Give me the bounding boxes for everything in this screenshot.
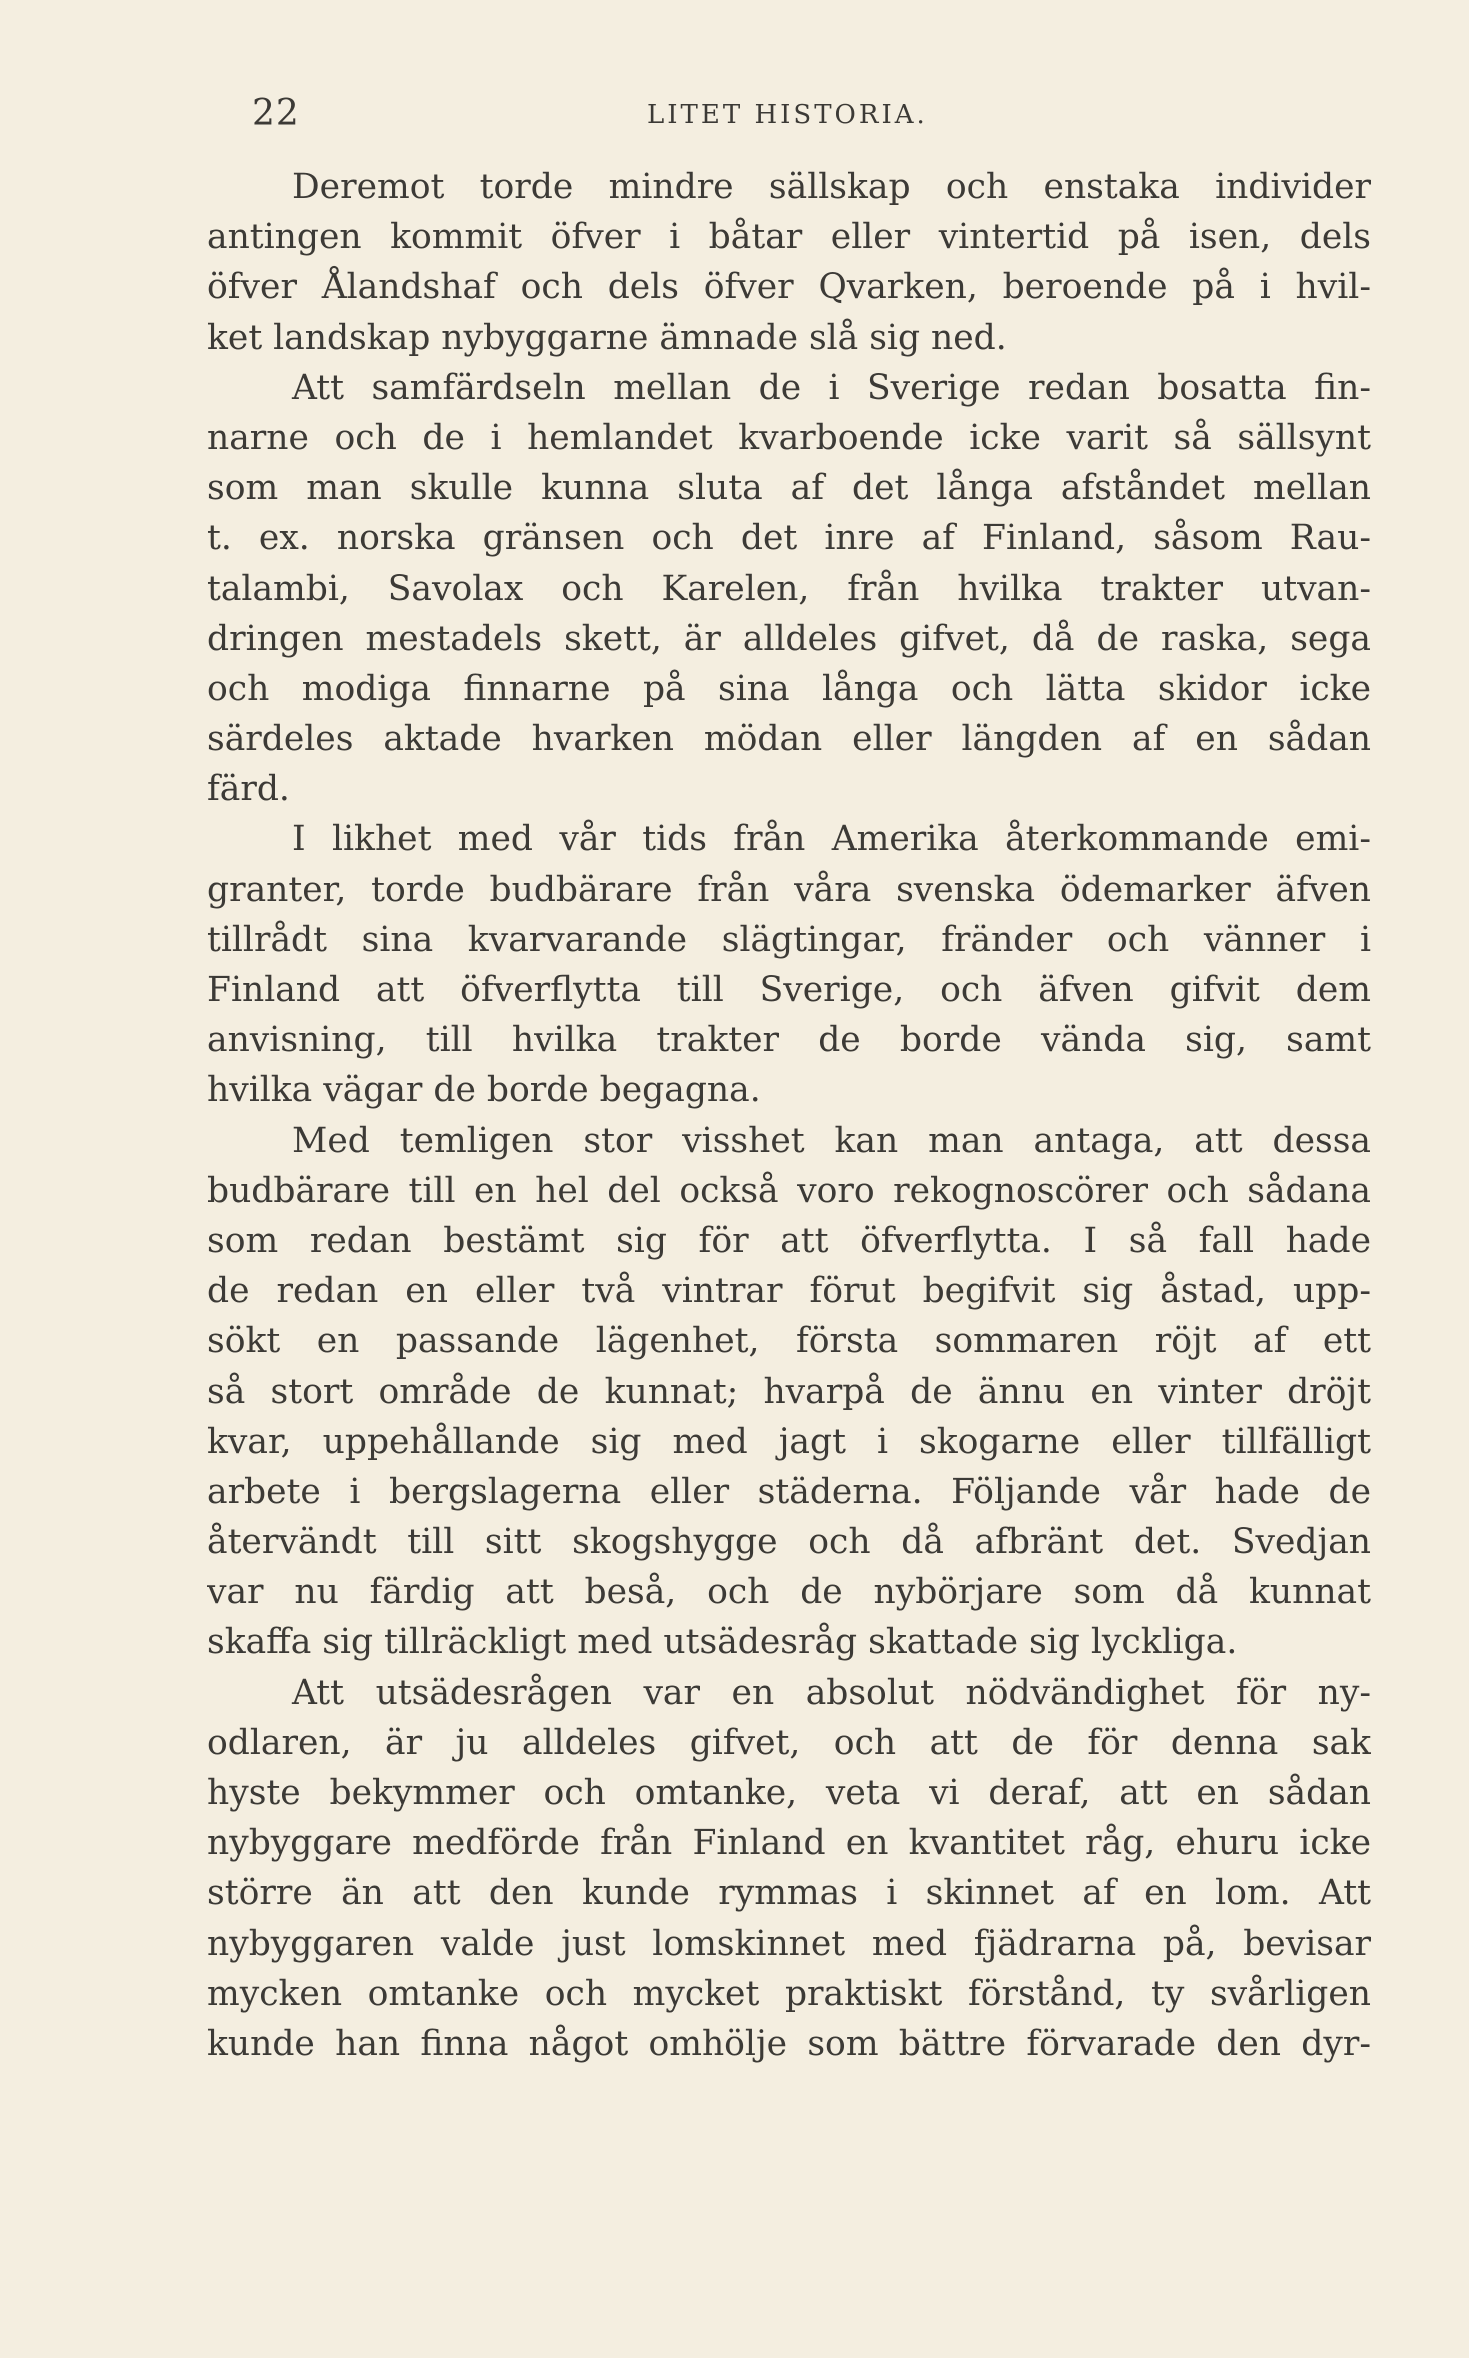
text-line: skaffa sig tillräckligt med utsädesråg skattade sig lyckliga. (207, 1622, 1238, 1663)
text-line: Att samfärdseln mellan de i Sverige redan bosatta fin- (292, 367, 1371, 408)
text-line: ket landskap nybyggarne ämnade slå sig ned. (207, 317, 1007, 358)
text-line: antingen kommit öfver i båtar eller vintertid på isen, dels (207, 217, 1371, 258)
page-number: 22 (252, 93, 300, 134)
text-line: återvändt till sitt skogshygge och då afbränt det. Svedjan (207, 1522, 1371, 1563)
text-line: som man skulle kunna sluta af det långa afståndet mellan (207, 468, 1371, 509)
text-line: Att utsädesrågen var en absolut nödvändighet för ny- (292, 1672, 1371, 1713)
text-line: öfver Ålandshaf och dels öfver Qvarken, beroende på i hvil- (207, 267, 1371, 308)
text-line: odlaren, är ju alldeles gifvet, och att de för denna sak (207, 1722, 1371, 1763)
running-head: LITET HISTORIA. (647, 100, 928, 130)
text-line: särdeles aktade hvarken mödan eller längden af en sådan (207, 719, 1371, 760)
text-line: sökt en passande lägenhet, första sommaren röjt af ett (207, 1321, 1371, 1362)
text-line: talambi, Savolax och Karelen, från hvilka trakter utvan- (207, 568, 1371, 609)
text-line: var nu färdig att beså, och de nybörjare som då kunnat (207, 1572, 1371, 1613)
text-line: I likhet med vår tids från Amerika återkommande emi- (292, 819, 1371, 860)
text-line: mycken omtanke och mycket praktiskt förstånd, ty svårligen (207, 1973, 1371, 2014)
text-line: Finland att öfverflytta till Sverige, och äfven gifvit dem (207, 970, 1371, 1010)
text-line: tillrådt sina kvarvarande slägtingar, fränder och vänner i (207, 919, 1371, 960)
text-line: och modiga finnarne på sina långa och lätta skidor icke (207, 668, 1371, 709)
text-line: nybyggare medförde från Finland en kvantitet råg, ehuru icke (207, 1823, 1371, 1864)
text-line: färd. (207, 769, 290, 810)
text-line: de redan en eller två vintrar förut begifvit sig åstad, upp- (207, 1271, 1371, 1312)
text-line: Deremot torde mindre sällskap och enstaka individer (292, 167, 1371, 207)
text-line: kunde han finna något omhölje som bättre förvarade den dyr- (207, 2023, 1371, 2064)
body-text (207, 162, 1371, 2069)
text-line: så stort område de kunnat; hvarpå de ännu en vinter dröjt (207, 1371, 1371, 1412)
page-header (252, 93, 1252, 143)
text-line: kvar, uppehållande sig med jagt i skogarne eller tillfälligt (207, 1421, 1371, 1462)
text-line: t. ex. norska gränsen och det inre af Finland, såsom Rau- (207, 518, 1371, 559)
text-line: arbete i bergslagerna eller städerna. Följande vår hade de (207, 1471, 1371, 1512)
text-line: hvilka vägar de borde begagna. (207, 1070, 761, 1111)
text-line: hyste bekymmer och omtanke, veta vi deraf, att en sådan (207, 1773, 1371, 1813)
text-line: som redan bestämt sig för att öfverflytta. I så fall hade (207, 1220, 1371, 1261)
text-line: dringen mestadels skett, är alldeles gifvet, då de raska, sega (207, 618, 1371, 659)
text-line: Med temligen stor visshet kan man antaga, att dessa (292, 1120, 1371, 1161)
text-line: granter, torde budbärare från våra svenska ödemarker äfven (207, 869, 1371, 910)
text-line: narne och de i hemlandet kvarboende icke varit så sällsynt (207, 417, 1371, 458)
text-line: nybyggaren valde just lomskinnet med fjädrarna på, bevisar (207, 1923, 1371, 1964)
text-line: budbärare till en hel del också voro rekognoscörer och sådana (207, 1170, 1371, 1211)
text-line: större än att den kunde rymmas i skinnet af en lom. Att (207, 1873, 1371, 1914)
text-line: anvisning, till hvilka trakter de borde vända sig, samt (207, 1020, 1371, 1061)
